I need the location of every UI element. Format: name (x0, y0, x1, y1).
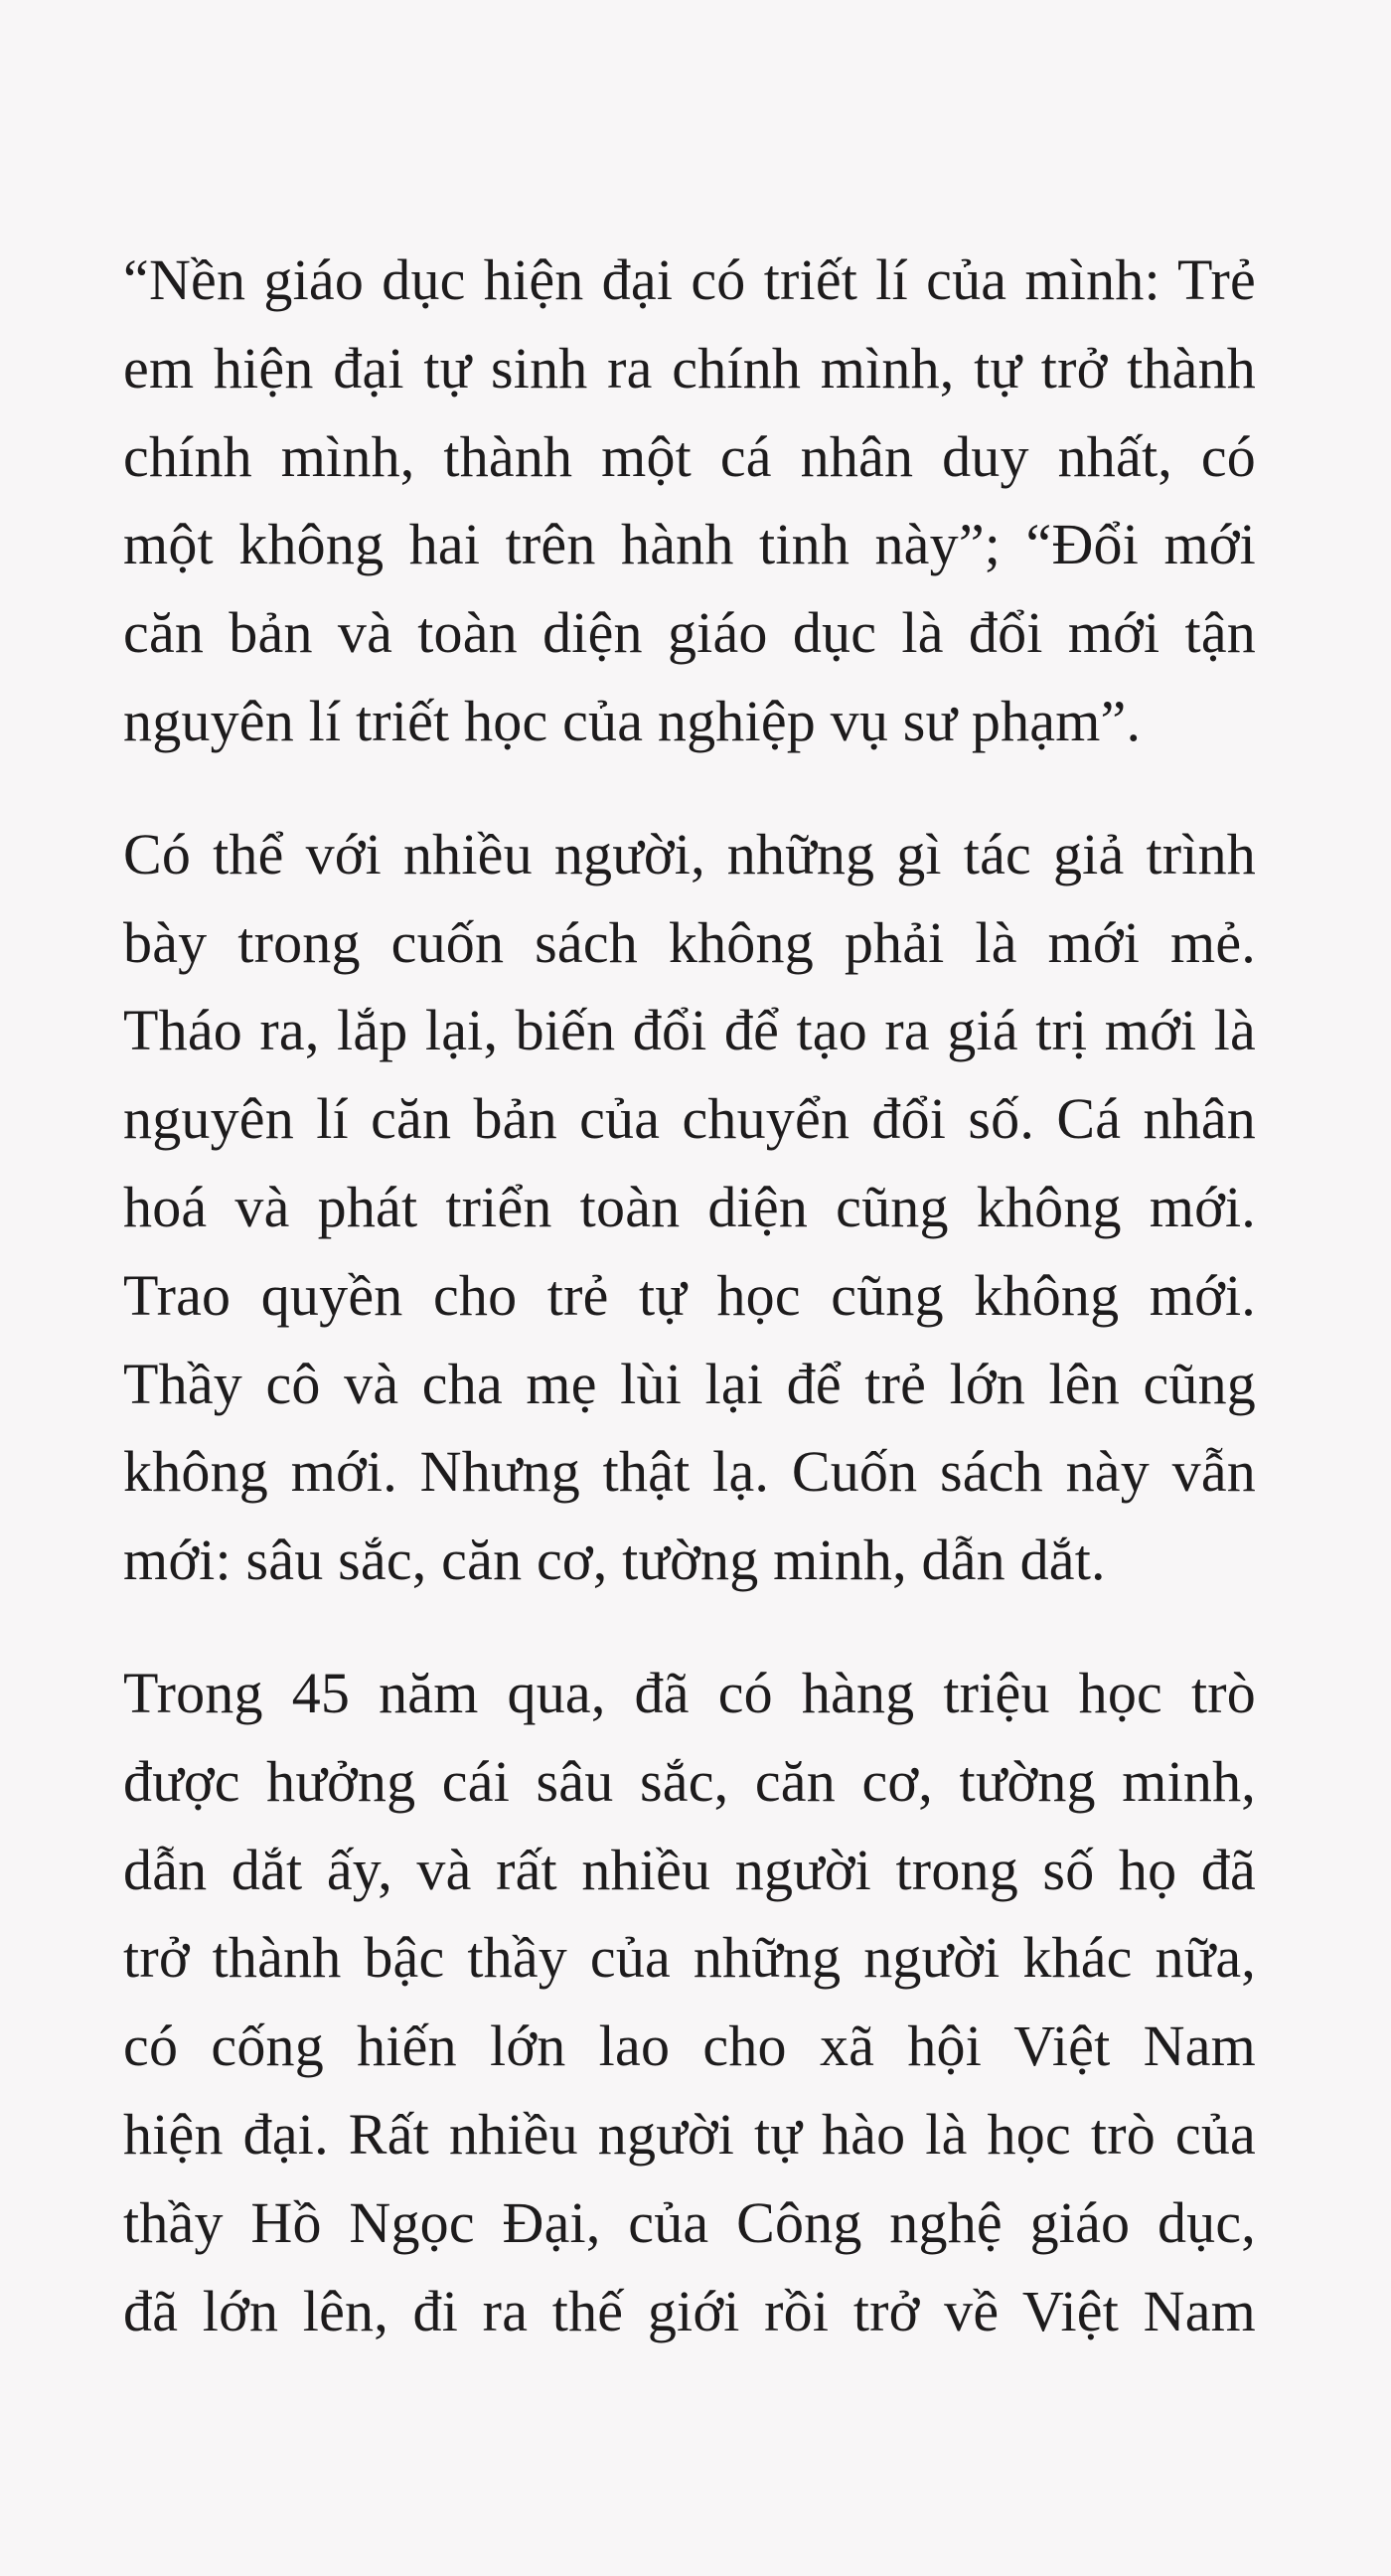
text-line: hoá và phát triển toàn diện cũng không mới. (123, 1174, 1256, 1239)
text-line: em hiện đại tự sinh ra chính mình, tự trở thành (123, 335, 1256, 401)
text-line: một không hai trên hành tinh này”; “Đổi mới (123, 512, 1256, 577)
text-line: Trong 45 năm qua, đã có hàng triệu học trò (123, 1660, 1256, 1725)
text-line: bày trong cuốn sách không phải là mới mẻ. (123, 909, 1256, 975)
body-text (123, 237, 1256, 2400)
text-line: Có thể với nhiều người, những gì tác giả trình (123, 821, 1256, 886)
text-line: hiện đại. Rất nhiều người tự hào là học trò của (123, 2101, 1256, 2167)
text-line: nguyên lí triết học của nghiệp vụ sư phạm”. (123, 688, 1142, 753)
text-line: có cống hiến lớn lao cho xã hội Việt Nam (123, 2013, 1256, 2079)
text-line: dẫn dắt ấy, và rất nhiều người trong số họ đã (123, 1837, 1256, 1902)
text-line: được hưởng cái sâu sắc, căn cơ, tường minh, (123, 1748, 1256, 1814)
text-line: Tháo ra, lắp lại, biến đổi để tạo ra giá trị mới là (123, 998, 1256, 1063)
paragraph-2 (123, 811, 1256, 1605)
text-line: Thầy cô và cha mẹ lùi lại để trẻ lớn lên cũng (123, 1351, 1256, 1416)
text-line: chính mình, thành một cá nhân duy nhất, có (123, 423, 1256, 489)
text-line: nguyên lí căn bản của chuyển đổi số. Cá nhân (123, 1086, 1256, 1152)
text-line: đã lớn lên, đi ra thế giới rồi trở về Việt Nam (123, 2278, 1256, 2343)
text-line: Trao quyền cho trẻ tự học cũng không mới. (123, 1262, 1256, 1328)
text-line: mới: sâu sắc, căn cơ, tường minh, dẫn dắt. (123, 1528, 1106, 1593)
paragraph-1 (123, 237, 1256, 766)
paragraph-3 (123, 1650, 1256, 2355)
text-line: trở thành bậc thầy của những người khác nữa, (123, 1925, 1256, 1991)
text-line: căn bản và toàn diện giáo dục là đổi mới tận (123, 600, 1256, 666)
text-line: thầy Hồ Ngọc Đại, của Công nghệ giáo dục, (123, 2189, 1256, 2255)
text-line: “Nền giáo dục hiện đại có triết lí của mình: Trẻ (123, 247, 1256, 312)
text-line: không mới. Nhưng thật lạ. Cuốn sách này vẫn (123, 1439, 1256, 1505)
